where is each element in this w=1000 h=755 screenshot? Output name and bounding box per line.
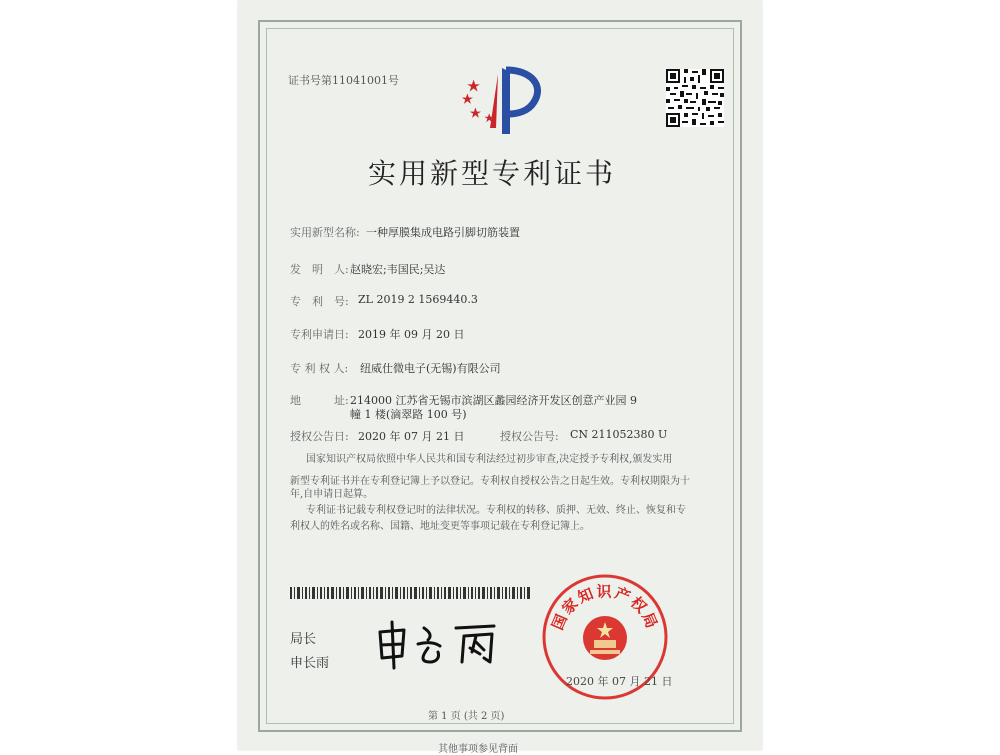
barcode: [290, 587, 530, 599]
holder-value: 纽威仕微电子(无锡)有限公司: [360, 362, 501, 375]
seal-text: 国家知识产权局: [548, 582, 662, 633]
back-note: 其他事项参见背面: [438, 744, 518, 755]
paragraph-2-line-2: 利权人的姓名或名称、国籍、地址变更等事项记载在专利登记簿上。: [290, 521, 590, 532]
inventor-value: 赵晓宏;韦国民;吴达: [350, 263, 446, 276]
address-line-1: 214000 江苏省无锡市滨湖区蠡园经济开发区创意产业园 9: [350, 394, 637, 407]
paragraph-1-line-3: 年,自申请日起算。: [290, 489, 374, 500]
director-signature: [372, 618, 502, 670]
paragraph-1-line-1: 国家知识产权局依照中华人民共和国专利法经过初步审查,决定授予专利权,颁发实用: [306, 454, 673, 465]
address-line-2: 幢 1 楼(滴翠路 100 号): [350, 408, 467, 421]
inventor-label: 发 明 人:: [290, 263, 349, 276]
director-title: 局长: [290, 632, 317, 647]
patent-number-value: ZL 2019 2 1569440.3: [358, 293, 478, 306]
filing-date-label: 专利申请日:: [290, 328, 349, 341]
address-label: 地 址:: [290, 394, 349, 407]
paragraph-1-line-2: 新型专利证书并在专利登记簿上予以登记。专利权自授权公告之日起生效。专利权期限为十: [290, 476, 690, 487]
qr-code: [666, 69, 724, 127]
cnipa-logo-icon: [450, 58, 550, 138]
seal-date: 2020 年 07 月 21 日: [566, 675, 673, 688]
name-label: 实用新型名称:: [290, 226, 360, 239]
page-number: 第 1 页 (共 2 页): [428, 711, 505, 722]
holder-label: 专 利 权 人:: [290, 362, 349, 375]
grant-number-value: CN 211052380 U: [570, 428, 668, 441]
grant-date-value: 2020 年 07 月 21 日: [358, 430, 465, 443]
paragraph-2-line-1: 专利证书记载专利权登记时的法律状况。专利权的转移、质押、无效、终止、恢复和专: [306, 505, 686, 516]
grant-number-label: 授权公告号:: [500, 430, 559, 443]
certificate-number: 证书号第11041001号: [288, 74, 399, 87]
certificate-title: 实用新型专利证书: [368, 157, 617, 190]
patent-number-label: 专 利 号:: [290, 295, 349, 308]
grant-date-label: 授权公告日:: [290, 430, 349, 443]
filing-date-value: 2019 年 09 月 20 日: [358, 328, 465, 341]
director-name: 申长雨: [290, 656, 330, 671]
name-value: 一种厚膜集成电路引脚切筋装置: [366, 226, 520, 239]
